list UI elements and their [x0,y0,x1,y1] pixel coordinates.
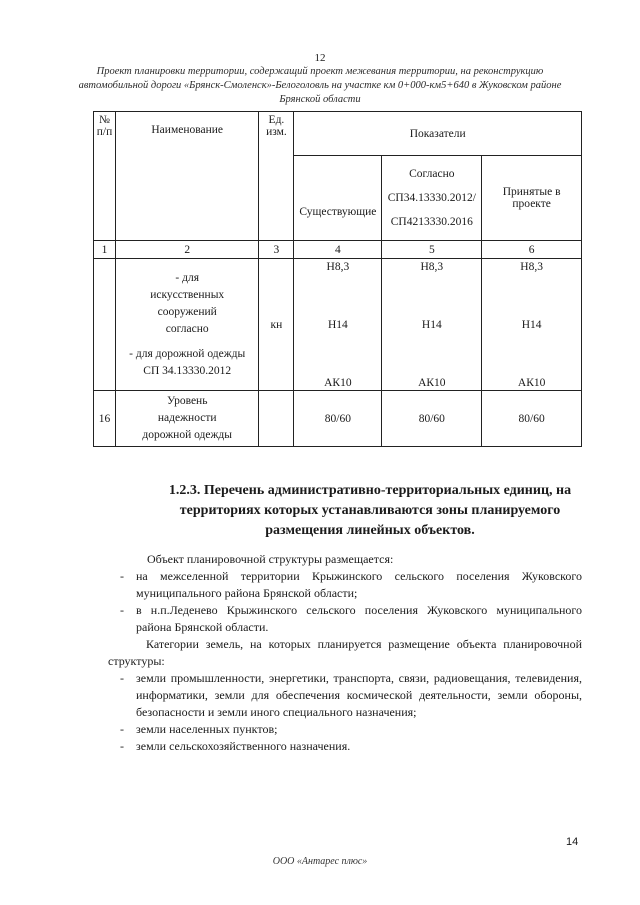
header-according-line-3: СП4213330.2016 [390,216,473,228]
row1-name-line-1: - для [175,271,199,284]
col-number-3: 3 [259,241,294,259]
land-category-3: земли сельскохозяйственного назначения. [136,739,351,753]
bullet-dash: - [120,671,124,685]
row2-num: 16 [94,391,116,447]
header-unit: Ед. изм. [259,112,294,241]
header-existing: Существующие [294,156,382,241]
bullet-dash: - [120,603,124,617]
header-according-line-2: СП34.13330.2012/ [387,192,476,204]
header-num: № п/п [94,112,116,241]
col-number-1: 1 [94,241,116,259]
col-number-6: 6 [482,241,582,259]
row1-accepted-value-2: Н14 [521,318,542,331]
row1-name-line-6: СП 34.13330.2012 [143,364,232,377]
row2-name [115,391,259,447]
header-line-3: Брянской области [279,94,361,105]
row1-name [115,259,259,391]
row1-name-line-5: - для дорожной одежды [129,347,246,360]
list-item [108,738,582,755]
list-item [108,602,582,636]
header-according [382,156,482,241]
placement-list [108,568,582,636]
row1-according-value-2: Н14 [421,318,442,331]
row2-according: 80/60 [382,391,482,447]
row1-existing-value-2: Н14 [327,318,348,331]
row2-existing: 80/60 [294,391,382,447]
row1-accepted-value-1: Н8,3 [520,260,543,273]
row1-existing-value-3: АК10 [324,376,352,389]
header-accepted: Принятые в проекте [482,156,582,241]
placement-intro: Объект планировочной структуры размещается: [147,552,394,566]
list-item [108,670,582,721]
row2-name-line-2: надежности [157,412,217,424]
col-number-5: 5 [382,241,482,259]
section-heading-line-1: 1.2.3. Перечень административно-территориальных единиц, на [168,483,572,498]
row1-num [94,259,116,391]
row2-name-line-3: дорожной одежды [142,429,232,441]
land-category-2: земли населенных пунктов; [136,722,278,736]
row2-name-line-1: Уровень [166,395,208,407]
footer-company: ООО «Антарес плюс» [272,856,368,867]
row1-existing-value-1: Н8,3 [326,260,350,273]
row1-according [382,259,482,391]
section-heading-line-3: размещения линейных объектов. [265,523,475,538]
col-number-4: 4 [294,241,382,259]
bullet-dash: - [120,722,124,736]
row1-according-value-3: АК10 [418,376,446,389]
section-heading-line-2: территориях которых устанавливаются зоны планируемого [179,503,561,518]
row1-accepted [482,259,582,391]
land-categories-intro: Категории земель, на которых планируется размещение объекта планировочной структуры: [108,637,582,668]
list-item [108,568,582,602]
row2-unit [259,391,294,447]
row1-name-line-2: искусственных [150,288,225,301]
land-categories-list [108,670,582,755]
document-header [70,65,570,107]
row1-existing [294,259,382,391]
header-according-line-1: Согласно [409,168,455,180]
row1-name-line-4: согласно [165,322,209,335]
row1-accepted-value-3: АК10 [517,376,546,389]
header-indicators: Показатели [294,112,582,156]
section-heading [150,481,590,541]
bullet-dash: - [120,569,124,583]
col-number-2: 2 [115,241,259,259]
indicators-table [93,111,582,447]
placement-item-1: на межселенной территории Крыжинского сельского поселения Жуковского муниципального района Брянской области; [136,569,582,600]
row2-accepted: 80/60 [482,391,582,447]
page-number: 14 [566,836,579,848]
list-item [108,721,582,738]
header-line-1: Проект планировки территории, содержащий проект межевания территории, на реконструкцию [96,66,544,77]
row1-according-value-1: Н8,3 [420,260,444,273]
header-line-2: автомобильной дороги «Брянск-Смоленск»-Белоголовль на участке км 0+000-км5+640 в Жуковском районе [78,80,562,91]
top-page-number: 12 [314,52,326,64]
row1-name-line-3: сооружений [157,305,217,318]
land-category-1: земли промышленности, энергетики, транспорта, связи, радиовещания, телевидения, информатики, земли для обеспечения космической деятельности, земли обороны, безопасности и земли иного специального назначения; [136,671,582,719]
header-name: Наименование [115,112,259,241]
row1-unit: кн [259,259,294,391]
bullet-dash: - [120,739,124,753]
placement-item-2: в н.п.Леденево Крыжинского сельского поселения Жуковского муниципального района Брянской области. [136,603,582,634]
